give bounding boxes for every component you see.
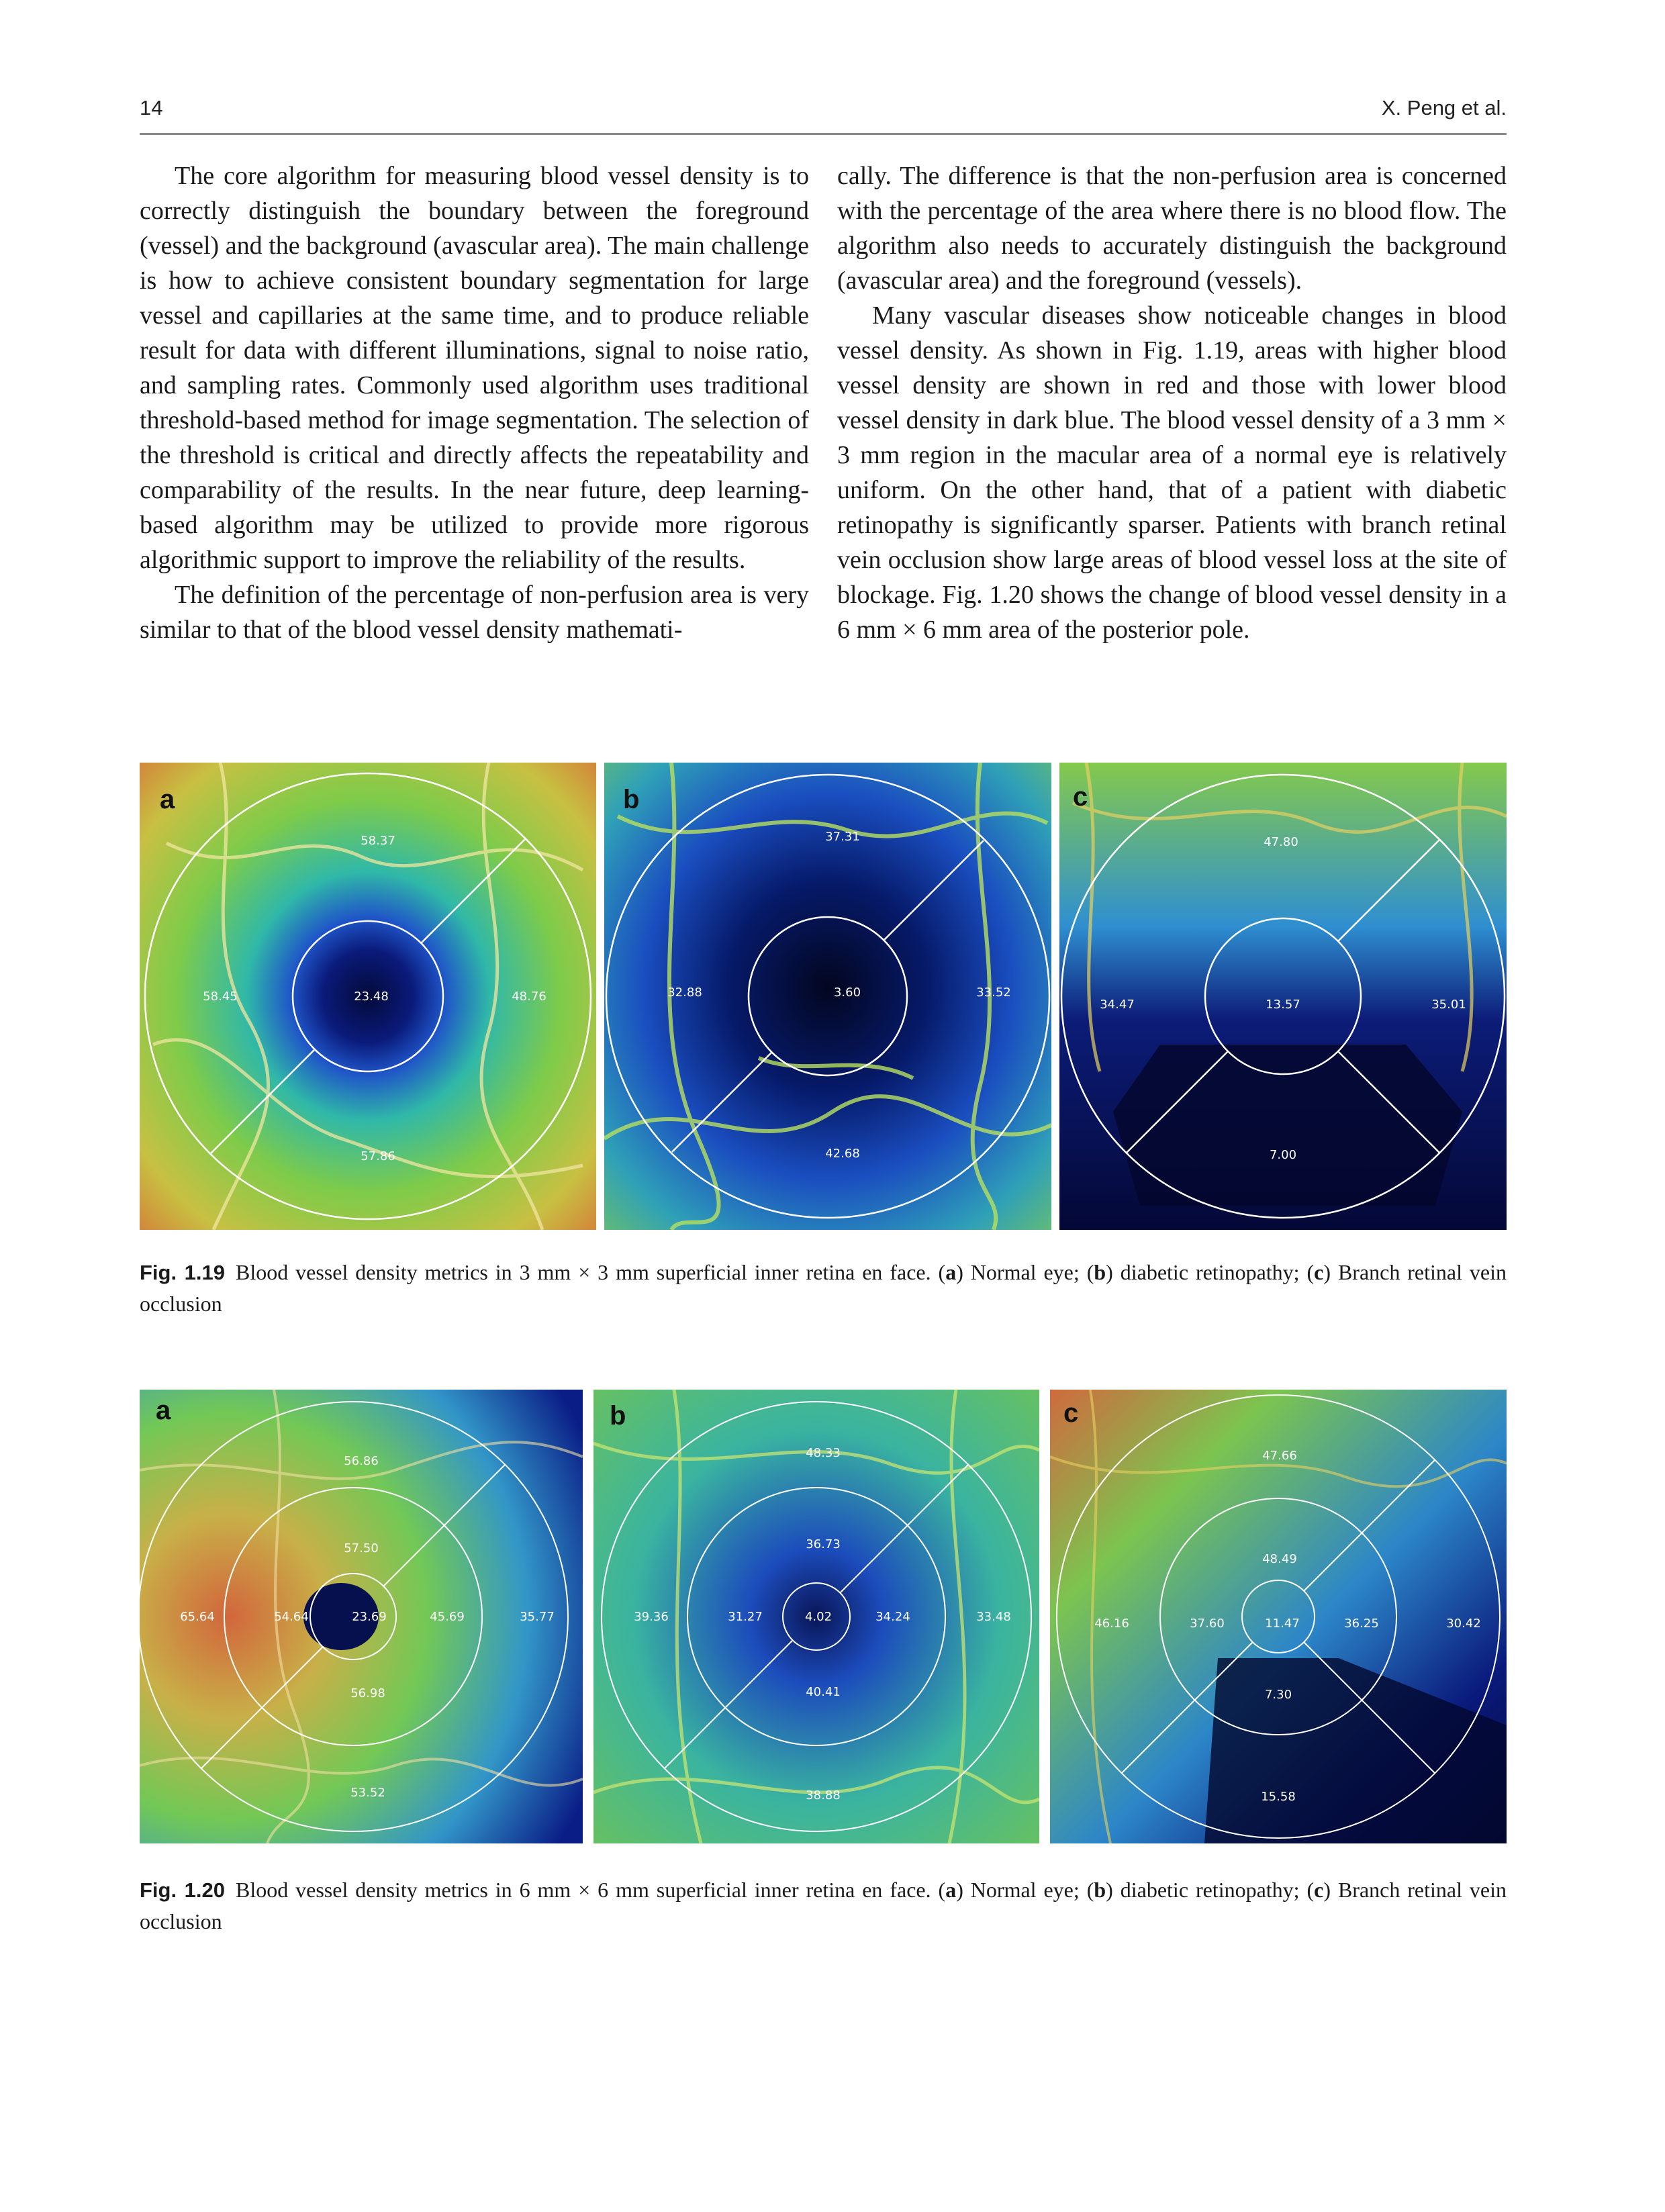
- vessel-density-map: [593, 1390, 1039, 1843]
- metric-center: 23.69: [352, 1610, 387, 1624]
- caption-text: ) Branch retinal vein occlusion: [140, 1878, 1507, 1933]
- metric-inner-superior: 57.50: [344, 1541, 379, 1555]
- metric-center: 23.48: [354, 990, 389, 1004]
- paragraph: cally. The difference is that the non-perfusion area is concerned with the percentage of the area where there is no blood flow. The algorithm also needs to accurately distinguish the background (avascular area) and the foreground (vessels).: [837, 162, 1507, 295]
- caption-text: ) diabetic retinopathy; (: [1106, 1878, 1315, 1902]
- caption-letter: b: [1094, 1878, 1106, 1902]
- figure-1-20: [140, 1390, 1507, 1843]
- metric-inner-temporal: 34.24: [875, 1610, 910, 1624]
- metric-outer-temporal: 35.77: [520, 1610, 555, 1624]
- vessel-density-map: [140, 1390, 583, 1843]
- metric-outer-temporal: 33.48: [976, 1610, 1011, 1624]
- metric-center: 13.57: [1266, 998, 1300, 1012]
- header-rule: [140, 133, 1507, 135]
- metric-inner-nasal: 54.64: [274, 1610, 309, 1624]
- metric-outer-superior: 56.86: [344, 1454, 379, 1468]
- metric-inner-nasal: 37.60: [1190, 1617, 1225, 1631]
- metric-inner-temporal: 45.69: [430, 1610, 465, 1624]
- caption-text: Blood vessel density metrics in 6 mm × 6 mm superficial inner retina en face. (: [235, 1878, 946, 1902]
- metric-inner-nasal: 31.27: [728, 1610, 763, 1624]
- figure-label: Fig. 1.20: [140, 1878, 225, 1902]
- metric-superior: 37.31: [825, 830, 860, 844]
- fig119-panel-b: [604, 763, 1051, 1230]
- fig120-panel-a: [140, 1390, 583, 1843]
- metric-outer-nasal: 46.16: [1094, 1617, 1129, 1631]
- metric-temporal: 48.76: [512, 990, 546, 1004]
- figure-caption: [140, 1257, 1507, 1319]
- metric-nasal: 32.88: [667, 985, 702, 1000]
- metric-inner-superior: 48.49: [1262, 1552, 1297, 1566]
- body-column-right: [837, 158, 1507, 647]
- panel-letter: c: [1063, 1398, 1079, 1428]
- metric-outer-inferior: 38.88: [806, 1788, 841, 1802]
- metric-outer-superior: 47.66: [1262, 1449, 1297, 1463]
- panel-letter: b: [610, 1401, 626, 1431]
- caption-text: ) Normal eye; (: [956, 1260, 1094, 1284]
- vessel-density-map: [604, 763, 1051, 1230]
- metric-inferior: 7.00: [1269, 1148, 1297, 1162]
- fig119-panel-c: [1059, 763, 1507, 1230]
- caption-text: ) Branch retinal vein occlusion: [140, 1260, 1507, 1316]
- metric-inner-inferior: 7.30: [1264, 1688, 1292, 1702]
- metric-inferior: 42.68: [825, 1147, 860, 1161]
- panel-letter: a: [156, 1396, 171, 1425]
- metric-temporal: 35.01: [1431, 998, 1466, 1012]
- metric-inner-superior: 36.73: [806, 1537, 841, 1551]
- caption-text: ) Normal eye; (: [956, 1878, 1094, 1902]
- metric-inner-inferior: 56.98: [350, 1686, 385, 1700]
- metric-outer-inferior: 53.52: [350, 1786, 385, 1800]
- paragraph: Many vascular diseases show noticeable changes in blood vessel density. As shown in Fig. 1.19, areas with higher blood vessel density are shown in red and those with lower blood vessel density in dark blue. The blood vessel density of a 3 mm × 3 mm region in the macular area of a normal eye is relatively uniform. On the other hand, that of a patient with diabetic retinopathy is significantly sparser. Patients with branch retinal vein occlusion show large areas of blood vessel loss at the site of blockage. Fig. 1.20 shows the change of blood vessel density in a 6 mm × 6 mm area of the posterior pole.: [837, 301, 1507, 644]
- metric-center: 3.60: [833, 985, 861, 1000]
- paragraph: The core algorithm for measuring blood vessel density is to correctly distinguish the boundary between the foreground (vessel) and the background (avascular area). The main challenge is how to achieve consistent boundary segmentation for large vessel and capillaries at the same time, and to produce reliable result for data with different illuminations, signal to noise ratio, and sampling rates. Commonly used algorithm uses traditional threshold-based method for image segmentation. The selection of the threshold is critical and directly affects the repeatability and comparability of the results. In the near future, deep learning-based algorithm may be utilized to provide more rigorous algorithmic support to improve the reliability of the results.: [140, 162, 809, 574]
- metric-outer-superior: 48.33: [806, 1446, 841, 1460]
- metric-outer-nasal: 39.36: [634, 1610, 669, 1624]
- caption-letter: a: [945, 1260, 957, 1284]
- body-column-left: [140, 158, 809, 647]
- metric-superior: 47.80: [1264, 835, 1298, 849]
- metric-temporal: 33.52: [976, 985, 1011, 1000]
- caption-letter: a: [945, 1878, 957, 1902]
- caption-letter: c: [1314, 1260, 1324, 1284]
- vessel-density-map: [1059, 763, 1507, 1230]
- metric-nasal: 58.45: [203, 990, 238, 1004]
- caption-text: Blood vessel density metrics in 3 mm × 3 mm superficial inner retina en face. (: [235, 1260, 946, 1284]
- panel-letter: c: [1073, 782, 1088, 812]
- fig120-panel-b: [593, 1390, 1039, 1843]
- metric-outer-temporal: 30.42: [1446, 1617, 1481, 1631]
- metric-inner-inferior: 40.41: [806, 1685, 841, 1699]
- running-head: X. Peng et al.: [1381, 96, 1507, 119]
- vessel-density-map: [1050, 1390, 1507, 1843]
- metric-outer-nasal: 65.64: [180, 1610, 215, 1624]
- vessel-density-map: [140, 763, 596, 1230]
- panel-letter: a: [160, 785, 175, 814]
- page-number: 14: [140, 96, 163, 119]
- metric-superior: 58.37: [361, 834, 395, 848]
- metric-center: 11.47: [1265, 1617, 1300, 1631]
- metric-inner-temporal: 36.25: [1344, 1617, 1379, 1631]
- paragraph: The definition of the percentage of non-perfusion area is very similar to that of the blood vessel density mathemati-: [140, 581, 809, 644]
- caption-text: ) diabetic retinopathy; (: [1106, 1260, 1315, 1284]
- caption-letter: c: [1314, 1878, 1324, 1902]
- metric-outer-inferior: 15.58: [1261, 1790, 1296, 1804]
- fig120-panel-c: [1050, 1390, 1507, 1843]
- panel-letter: b: [623, 785, 640, 814]
- fig119-panel-a: [140, 763, 596, 1230]
- figure-caption: [140, 1874, 1507, 1937]
- metric-inferior: 57.86: [361, 1149, 395, 1163]
- figure-1-19: [140, 763, 1507, 1230]
- metric-center: 4.02: [804, 1610, 832, 1624]
- figure-label: Fig. 1.19: [140, 1261, 225, 1284]
- metric-nasal: 34.47: [1100, 998, 1135, 1012]
- caption-letter: b: [1094, 1260, 1106, 1284]
